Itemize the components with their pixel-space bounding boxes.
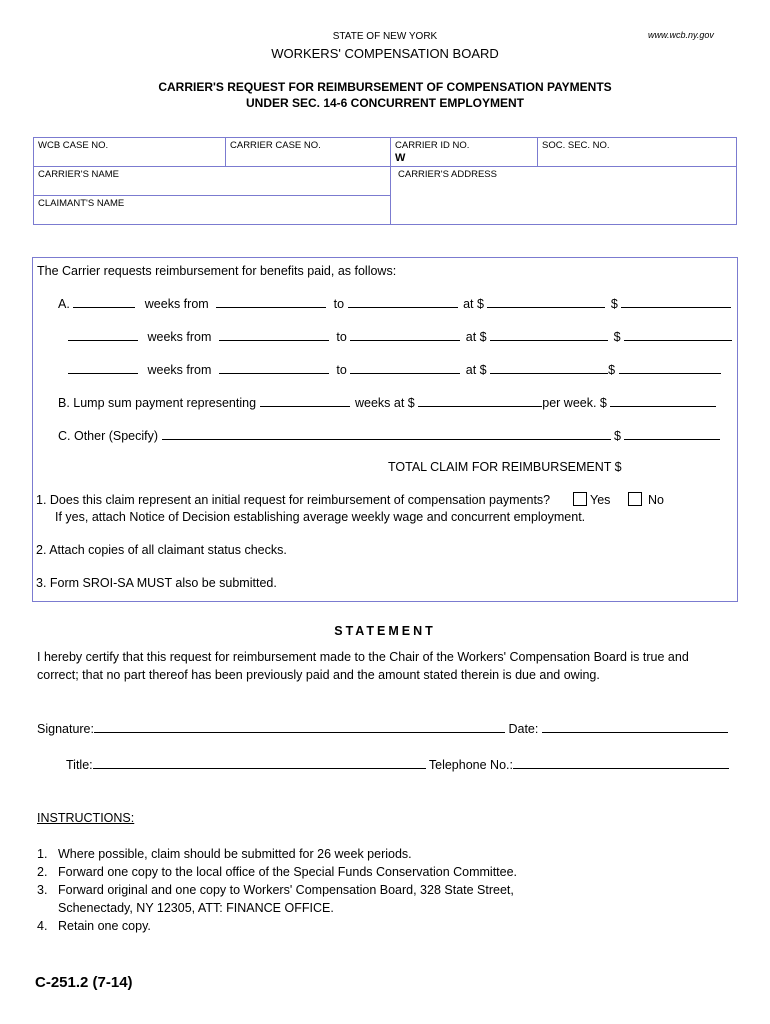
no-label: No [648, 493, 664, 507]
date-input[interactable] [542, 721, 728, 733]
weeks-input[interactable] [68, 362, 138, 374]
divider [537, 137, 538, 166]
signature-input[interactable] [94, 721, 505, 733]
date-label: Date: [508, 722, 539, 736]
rate-input[interactable] [487, 296, 605, 308]
period-row-a3 [68, 362, 721, 377]
carriers-name-field[interactable]: CARRIER'S NAME [38, 169, 119, 180]
statement-heading: STATEMENT [334, 624, 436, 638]
website-url: www.wcb.ny.gov [648, 30, 714, 40]
signature-label: Signature: [37, 722, 94, 736]
carrier-id-no-field[interactable]: CARRIER ID NO. [395, 140, 470, 151]
dollar-label: $ [613, 330, 621, 344]
amount-input[interactable] [621, 296, 731, 308]
to-date-input[interactable] [348, 296, 458, 308]
to-date-input[interactable] [350, 362, 460, 374]
telephone-label: Telephone No.: [428, 758, 513, 772]
other-amount-input[interactable] [624, 428, 720, 440]
certification-line1: I hereby certify that this request for reimbursement made to the Chair of the Workers' Compensation Board is true and [37, 650, 689, 664]
carrier-info-box [33, 137, 737, 225]
no-checkbox[interactable] [628, 492, 642, 506]
at-label: at $ [463, 297, 484, 311]
soc-sec-no-field[interactable]: SOC. SEC. NO. [542, 140, 610, 151]
sroi-sa-note: 3. Form SROI-SA MUST also be submitted. [36, 576, 277, 590]
form-title-line1: CARRIER'S REQUEST FOR REIMBURSEMENT OF COMPENSATION PAYMENTS [158, 80, 612, 94]
instruction-item: 3. Forward original and one copy to Workers' Compensation Board, 328 State Street, [37, 883, 514, 897]
from-date-input[interactable] [219, 362, 329, 374]
carriers-address-field[interactable]: CARRIER'S ADDRESS [398, 169, 497, 180]
item-a-label: A. [58, 297, 70, 311]
divider [390, 137, 391, 225]
instruction-item: 4. Retain one copy. [37, 919, 151, 933]
weeks-input[interactable] [68, 329, 138, 341]
from-date-input[interactable] [216, 296, 326, 308]
signature-row [37, 721, 728, 736]
per-week-label: per week. $ [542, 396, 607, 410]
at-label: at $ [465, 330, 487, 344]
title-row [66, 757, 729, 772]
telephone-input[interactable] [513, 757, 729, 769]
amount-input[interactable] [619, 362, 721, 374]
carrier-id-value: W [395, 152, 406, 164]
carrier-case-no-field[interactable]: CARRIER CASE NO. [230, 140, 321, 151]
period-row-a1 [58, 296, 731, 311]
to-label: to [336, 330, 347, 344]
to-date-input[interactable] [350, 329, 460, 341]
yes-label: Yes [590, 493, 611, 507]
to-label: to [336, 363, 347, 377]
period-row-a2 [68, 329, 732, 344]
certification-line2: correct; that no part thereof has been previously paid and the amount stated therein is due and owing. [37, 668, 600, 682]
weeks-from-label: weeks from [144, 297, 209, 311]
title-label: Title: [66, 758, 93, 772]
other-row [58, 428, 720, 443]
wcb-case-no-field[interactable]: WCB CASE NO. [38, 140, 109, 151]
weeks-from-label: weeks from [147, 363, 212, 377]
question-initial-request: 1. Does this claim represent an initial request for reimbursement of compensation payments? [36, 493, 551, 507]
instruction-item: 2. Forward one copy to the local office of the Special Funds Conservation Committee. [37, 865, 518, 879]
weeks-at-label: weeks at $ [355, 396, 415, 410]
instructions-heading: INSTRUCTIONS: [37, 811, 135, 825]
from-date-input[interactable] [219, 329, 329, 341]
other-specify-label: C. Other (Specify) [58, 429, 159, 443]
form-number: C-251.2 (7-14) [35, 974, 133, 991]
lump-sum-weeks-input[interactable] [260, 395, 350, 407]
rate-input[interactable] [490, 362, 608, 374]
board-heading: WORKERS' COMPENSATION BOARD [271, 46, 499, 61]
total-claim-label: TOTAL CLAIM FOR REIMBURSEMENT $ [388, 460, 622, 474]
dollar-label: $ [610, 297, 618, 311]
status-checks-note: 2. Attach copies of all claimant status checks. [36, 543, 287, 557]
at-label: at $ [465, 363, 487, 377]
instruction-item: Schenectady, NY 12305, ATT: FINANCE OFFICE. [58, 901, 334, 915]
title-input[interactable] [93, 757, 426, 769]
question-note: If yes, attach Notice of Decision establishing average weekly wage and concurrent employment. [55, 510, 586, 524]
weeks-from-label: weeks from [147, 330, 212, 344]
divider [33, 195, 391, 196]
lump-sum-row [58, 395, 716, 410]
other-specify-input[interactable] [162, 428, 611, 440]
rate-input[interactable] [490, 329, 608, 341]
amount-input[interactable] [624, 329, 732, 341]
form-title-line2: UNDER SEC. 14-6 CONCURRENT EMPLOYMENT [245, 96, 525, 110]
dollar-label: $ [614, 429, 621, 443]
divider [225, 137, 226, 166]
reimbursement-intro: The Carrier requests reimbursement for benefits paid, as follows: [37, 264, 397, 278]
yes-checkbox[interactable] [573, 492, 587, 506]
weeks-input[interactable] [73, 296, 135, 308]
instruction-item: 1. Where possible, claim should be submitted for 26 week periods. [37, 847, 412, 861]
to-label: to [333, 297, 345, 311]
lump-sum-rate-input[interactable] [418, 395, 542, 407]
claimants-name-field[interactable]: CLAIMANT'S NAME [38, 198, 125, 209]
dollar-label: $ [608, 363, 616, 377]
lump-sum-amount-input[interactable] [610, 395, 716, 407]
state-heading: STATE OF NEW YORK [332, 31, 438, 42]
divider [33, 166, 737, 167]
lump-sum-label: B. Lump sum payment representing [58, 396, 257, 410]
